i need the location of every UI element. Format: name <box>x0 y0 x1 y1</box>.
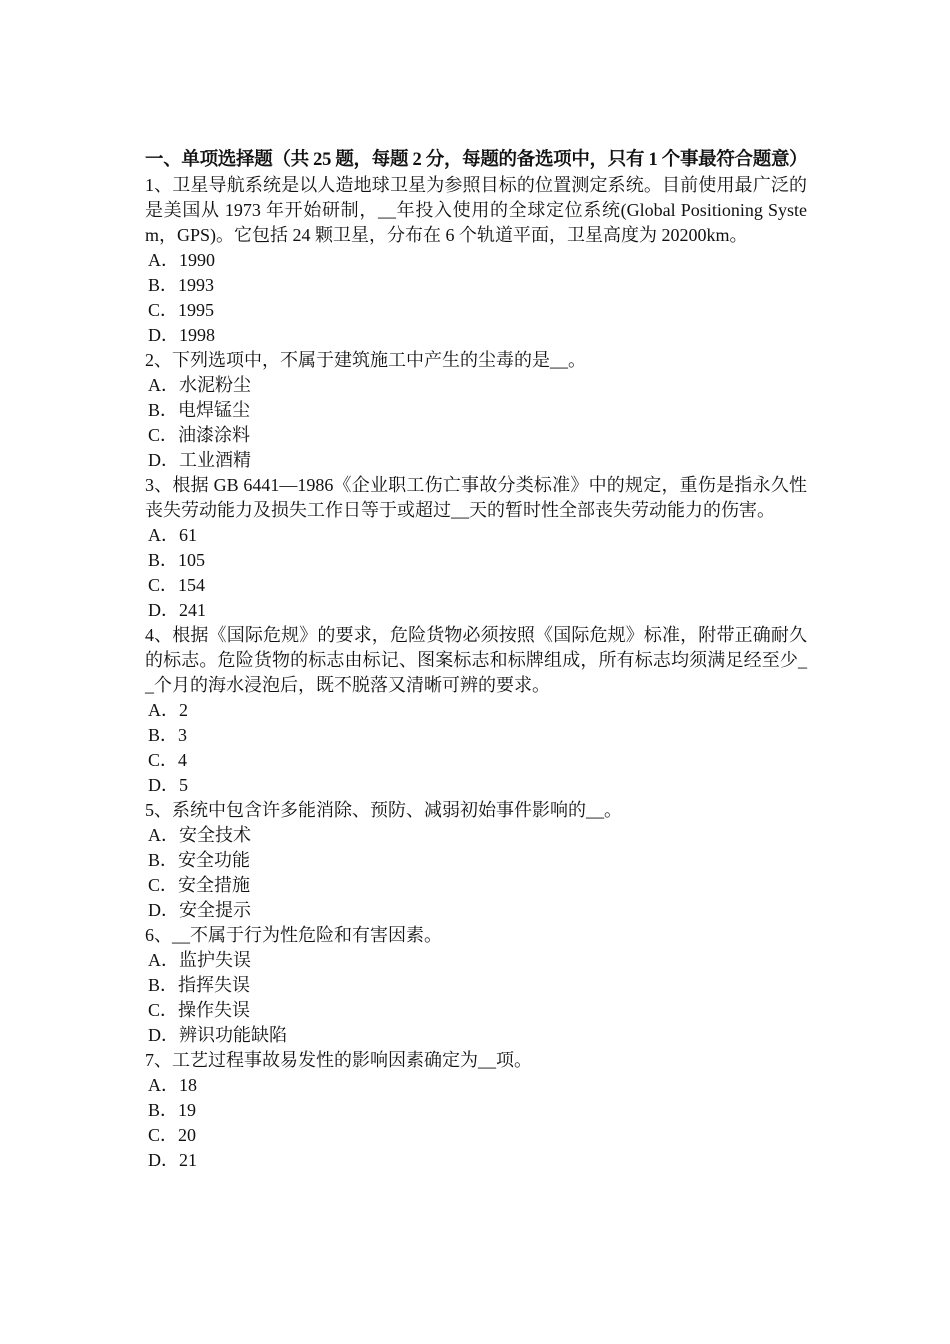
option-d: D．241 <box>148 600 206 620</box>
question-7 <box>145 1048 807 1173</box>
option-b: B．19 <box>148 1100 197 1120</box>
question-stem: 7、工艺过程事故易发性的影响因素确定为__项。 <box>145 1050 532 1070</box>
question-stem: 2、下列选项中，不属于建筑施工中产生的尘毒的是__。 <box>145 350 586 370</box>
option-b: B．安全功能 <box>148 850 251 870</box>
question-stem: 6、__不属于行为性危险和有害因素。 <box>145 925 442 945</box>
option-d: D．工业酒精 <box>148 450 251 470</box>
option-list <box>145 1073 807 1173</box>
option-list <box>145 698 807 798</box>
question-stem: 4、根据《国际危规》的要求，危险货物必须按照《国际危规》标准，附带正确耐久的标志。危险货物的标志由标记、图案标志和标牌组成，所有标志均须满足经至少__个月的海水浸泡后，既不脱落又清晰可辨的要求。 <box>145 625 807 695</box>
question-3 <box>145 473 807 623</box>
option-c: C．操作失误 <box>148 1000 251 1020</box>
question-6 <box>145 923 807 1048</box>
question-stem: 3、根据 GB 6441—1986《企业职工伤亡事故分类标准》中的规定，重伤是指永久性丧失劳动能力及损失工作日等于或超过__天的暂时性全部丧失劳动能力的伤害。 <box>145 475 807 520</box>
option-a: A．61 <box>148 525 197 545</box>
option-list <box>145 948 807 1048</box>
option-d: D．21 <box>148 1150 197 1170</box>
option-c: C．1995 <box>148 300 215 320</box>
option-list <box>145 373 807 473</box>
option-d: D．1998 <box>148 325 215 345</box>
option-c: C．4 <box>148 750 188 770</box>
question-stem: 1、卫星导航系统是以人造地球卫星为参照目标的位置测定系统。目前使用最广泛的是美国从 1973 年开始研制，__年投入使用的全球定位系统(Global Positioning System，GPS)。它包括 24 颗卫星，分布在 6 个轨道平面，卫星高度为 20200km。 <box>145 175 807 245</box>
option-c: C．油漆涂料 <box>148 425 251 445</box>
option-a: A．水泥粉尘 <box>148 375 251 395</box>
question-1 <box>145 173 807 348</box>
option-a: A．安全技术 <box>148 825 251 845</box>
option-b: B．105 <box>148 550 206 570</box>
document-page <box>145 148 807 1173</box>
option-list <box>145 523 807 623</box>
option-a: A．1990 <box>148 250 215 270</box>
option-d: D．辨识功能缺陷 <box>148 1025 287 1045</box>
question-5 <box>145 798 807 923</box>
option-a: A．2 <box>148 700 188 720</box>
option-c: C．安全措施 <box>148 875 251 895</box>
option-list <box>145 823 807 923</box>
option-b: B．电焊锰尘 <box>148 400 251 420</box>
option-c: C．154 <box>148 575 206 595</box>
option-a: A．18 <box>148 1075 197 1095</box>
option-b: B．指挥失误 <box>148 975 251 995</box>
option-list <box>145 248 807 348</box>
option-b: B．3 <box>148 725 188 745</box>
option-d: D．安全提示 <box>148 900 251 920</box>
option-d: D．5 <box>148 775 188 795</box>
question-4 <box>145 623 807 798</box>
option-b: B．1993 <box>148 275 215 295</box>
option-c: C．20 <box>148 1125 197 1145</box>
section-title: 一、单项选择题（共 25 题，每题 2 分，每题的备选项中，只有 1 个事最符合题意） <box>145 150 808 170</box>
question-2 <box>145 348 807 473</box>
option-a: A．监护失误 <box>148 950 251 970</box>
question-stem: 5、系统中包含许多能消除、预防、减弱初始事件影响的__。 <box>145 800 622 820</box>
